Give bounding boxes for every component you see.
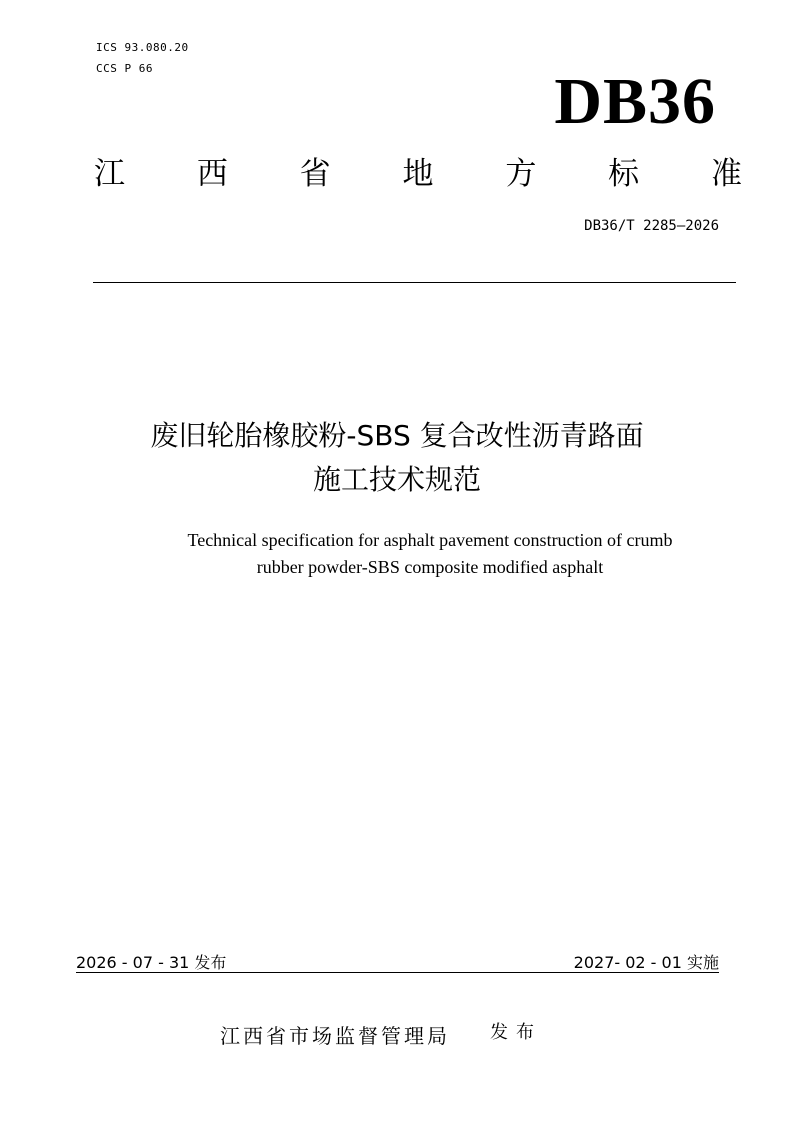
- issuing-authority: 江西省市场监督管理局: [220, 1024, 450, 1048]
- standard-type-char: 标: [608, 156, 640, 192]
- title-english-line-1: Technical specification for asphalt pavement construction of crumb: [187, 530, 673, 550]
- standard-type-char: 方: [505, 156, 537, 192]
- issue-date: 2026 - 07 - 31 发布: [76, 953, 227, 972]
- ccs-code: CCS P 66: [96, 62, 153, 75]
- title-chinese-line-2: 施工技术规范: [312, 463, 481, 496]
- standard-type-char: 西: [196, 156, 228, 192]
- ics-code: ICS 93.080.20: [96, 41, 189, 54]
- implementation-date: 2027- 02 - 01 实施: [573, 953, 719, 972]
- standard-type-heading: [94, 152, 742, 196]
- standard-type-char: 省: [299, 156, 331, 192]
- db36-logo: DB36: [554, 65, 716, 138]
- header-divider: [93, 282, 736, 283]
- issuer-block: [220, 1022, 542, 1050]
- footer-divider: [76, 972, 719, 973]
- standard-number: DB36/T 2285—2026: [584, 218, 719, 234]
- standard-type-char: 准: [710, 156, 742, 192]
- standard-type-char: 江: [94, 156, 125, 192]
- standard-type-char: 地: [402, 156, 434, 192]
- title-english-line-2: rubber powder-SBS composite modified asphalt: [256, 557, 604, 577]
- issue-action-label: 发布: [490, 1022, 542, 1043]
- title-chinese-line-1: 废旧轮胎橡胶粉-SBS 复合改性沥青路面: [150, 419, 644, 452]
